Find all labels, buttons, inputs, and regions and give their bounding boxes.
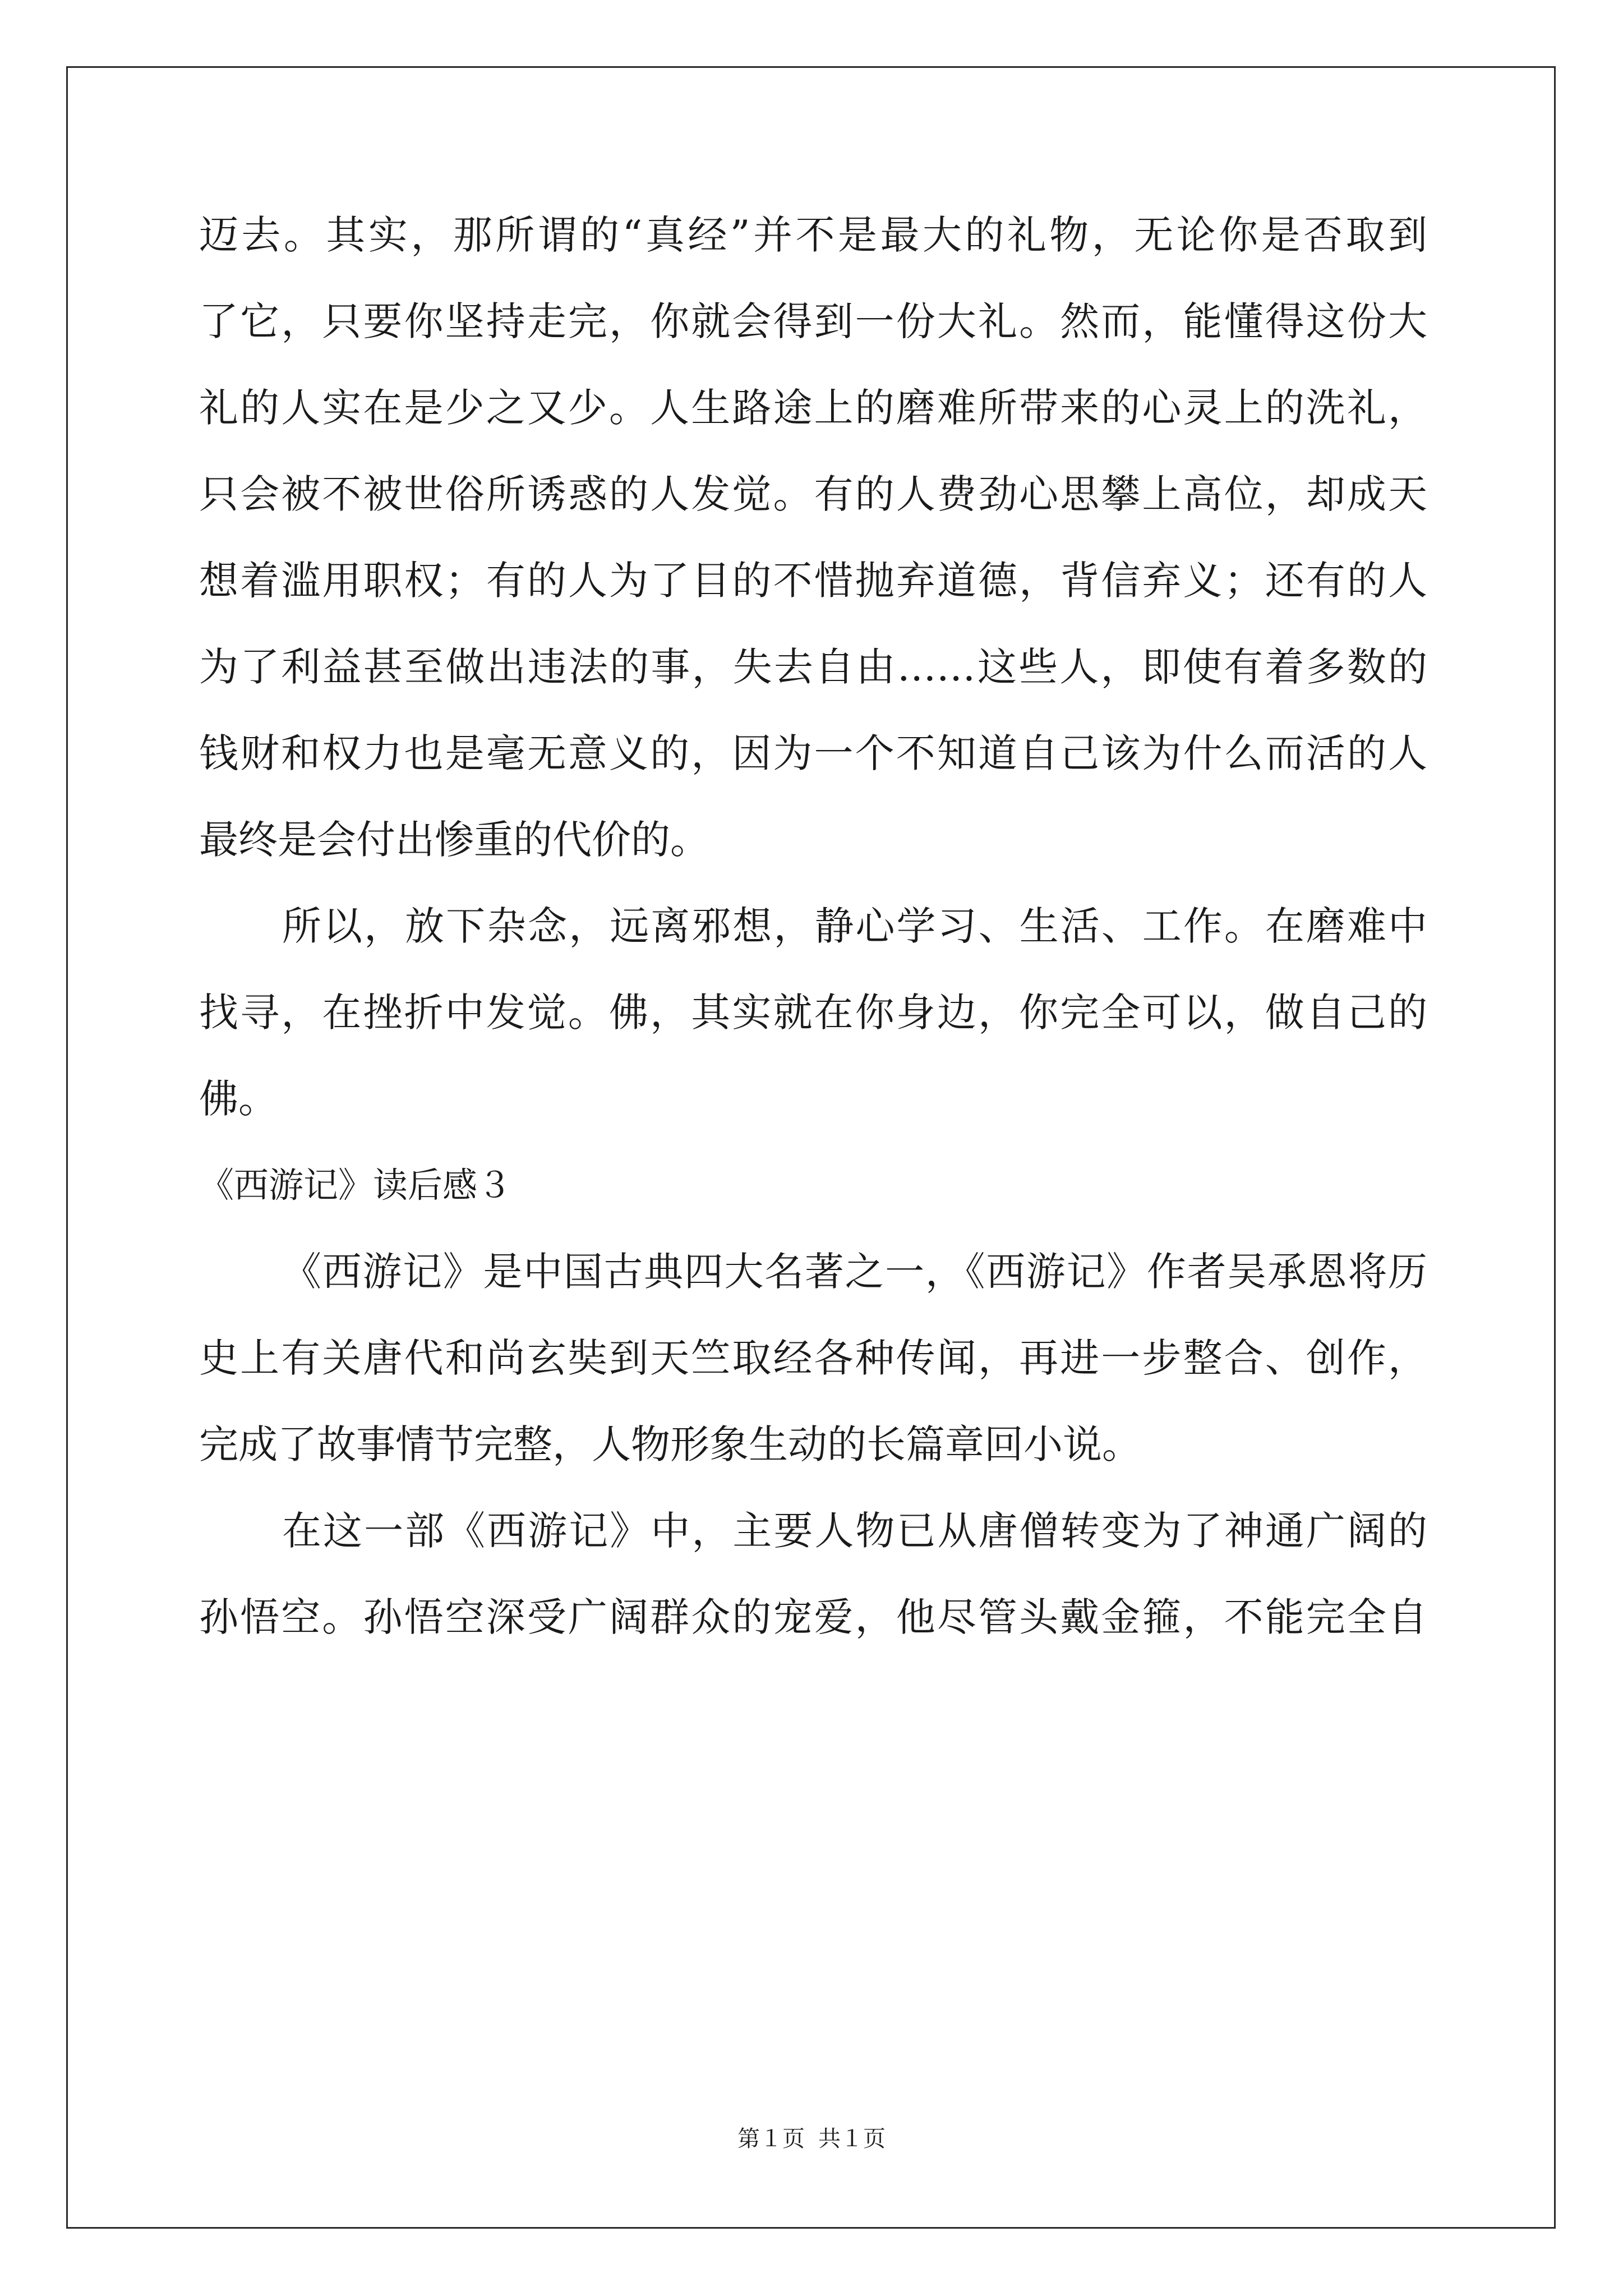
paragraph <box>199 1506 1427 1642</box>
text-line: 只会被不被世俗所诱惑的人发觉。有的人费劲心思攀上高位，却成天 <box>199 471 1427 517</box>
page-total: 共１页 <box>818 2126 886 2152</box>
text-line: 迈去。其实，那所谓的“真经”并不是最大的礼物，无论你是否取到 <box>199 212 1427 258</box>
text-line: 礼的人实在是少之又少。人生路途上的磨难所带来的心灵上的洗礼， <box>199 385 1427 431</box>
text-line: 在这一部《西游记》中，主要人物已从唐僧转变为了神通广阔的 <box>282 1508 1427 1554</box>
text-line: 钱财和权力也是毫无意义的，因为一个不知道自己该为什么而活的人 <box>199 730 1427 776</box>
section-title: 《西游记》读后感３ <box>199 1165 513 1205</box>
document-body <box>199 210 1427 1642</box>
text-line: 史上有关唐代和尚玄奘到天竺取经各种传闻，再进一步整合、创作， <box>199 1335 1427 1381</box>
text-line: 完成了故事情节完整，人物形象生动的长篇章回小说。 <box>199 1421 1141 1467</box>
text-line: 找寻，在挫折中发觉。佛，其实就在你身边，你完全可以，做自己的 <box>199 990 1427 1036</box>
text-line: 《西游记》是中国古典四大名著之一，《西游记》作者吴承恩将历 <box>282 1249 1427 1295</box>
text-line: 孙悟空。孙悟空深受广阔群众的宠爱，他尽管头戴金箍，不能完全自 <box>199 1594 1427 1640</box>
text-line: 为了利益甚至做出违法的事，失去自由……这些人，即使有着多数的 <box>199 644 1427 690</box>
text-line: 了它，只要你坚持走完，你就会得到一份大礼。然而，能懂得这份大 <box>199 298 1427 344</box>
text-line: 最终是会付出惨重的代价的。 <box>199 817 709 863</box>
paragraph <box>199 901 1427 1124</box>
text-line: 佛。 <box>199 1076 278 1122</box>
paragraph <box>199 1247 1427 1469</box>
text-line: 想着滥用职权；有的人为了目的不惜抛弃道德，背信弃义；还有的人 <box>199 558 1427 604</box>
text-line: 所以，放下杂念，远离邪想，静心学习、生活、工作。在磨难中 <box>282 903 1427 949</box>
paragraph <box>199 210 1427 864</box>
page-footer <box>0 2125 1623 2153</box>
page-number: 第１页 <box>737 2126 805 2152</box>
